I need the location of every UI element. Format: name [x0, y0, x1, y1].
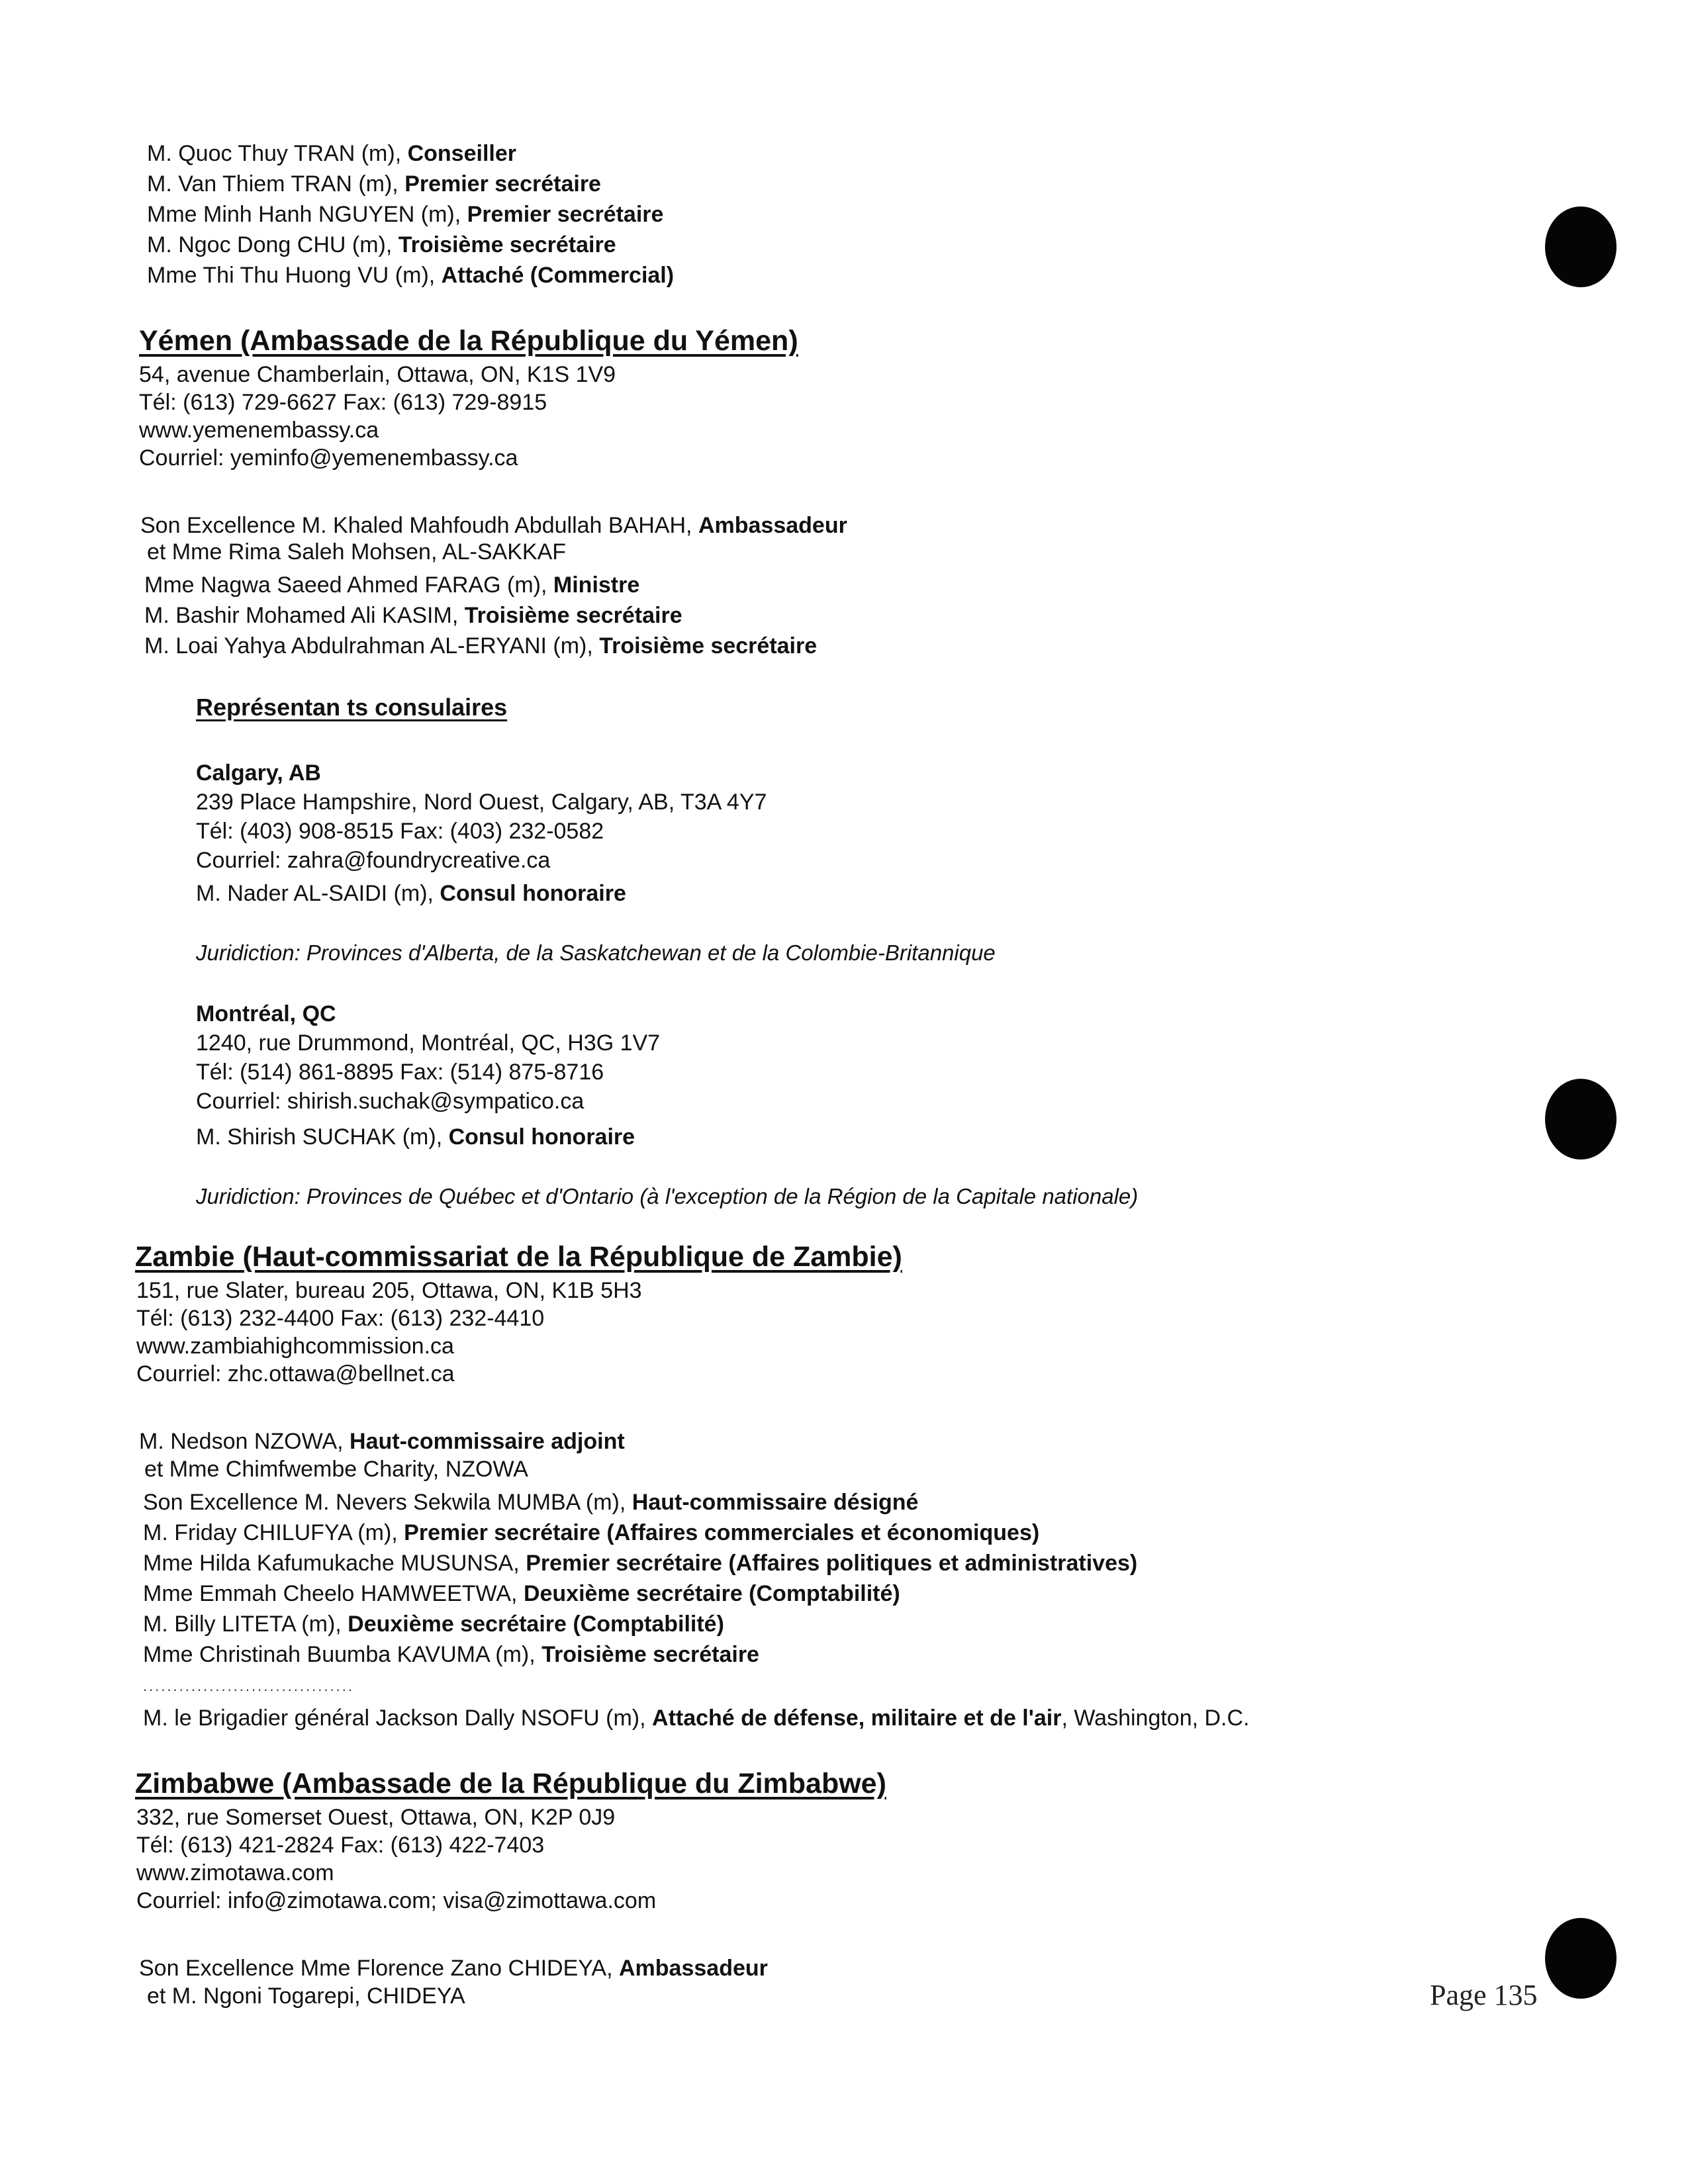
staff-line: Son Excellence M. Khaled Mahfoudh Abdullah BAHAH, Ambassadeur [140, 513, 847, 538]
website: www.zimotawa.com [136, 1860, 334, 1886]
consulate-email: Courriel: shirish.suchak@sympatico.ca [196, 1089, 585, 1114]
email: Courriel: info@zimotawa.com; visa@zimottawa.com [136, 1888, 657, 1913]
consulate-city: Montréal, QC [196, 1001, 336, 1026]
consulate-contact: M. Nader AL-SAIDI (m), Consul honoraire [196, 881, 626, 906]
punch-hole [1545, 1079, 1617, 1160]
staff-line: M. Quoc Thuy TRAN (m), Conseiller [147, 141, 516, 166]
consulate-address: 1240, rue Drummond, Montréal, QC, H3G 1V7 [196, 1030, 661, 1056]
staff-line: Son Excellence Mme Florence Zano CHIDEYA, Ambassadeur [139, 1956, 768, 1981]
staff-line: M. Billy LITETA (m), Deuxième secrétaire (Comptabilité) [143, 1612, 724, 1637]
country-heading-zambia: Zambie (Haut-commissariat de la République de Zambie) [135, 1241, 902, 1273]
staff-line: Mme Nagwa Saeed Ahmed FARAG (m), Ministre [144, 572, 640, 598]
spouse-line: et Mme Chimfwembe Charity, NZOWA [144, 1457, 528, 1482]
address: 151, rue Slater, bureau 205, Ottawa, ON, K1B 5H3 [136, 1278, 642, 1303]
phone-fax: Tél: (613) 729-6627 Fax: (613) 729-8915 [139, 390, 547, 415]
address: 332, rue Somerset Ouest, Ottawa, ON, K2P 0J9 [136, 1805, 616, 1830]
staff-line: M. Friday CHILUFYA (m), Premier secrétaire (Affaires commerciales et économiques) [143, 1520, 1040, 1545]
staff-line: Son Excellence M. Nevers Sekwila MUMBA (m), Haut-commissaire désigné [143, 1490, 919, 1515]
staff-line: M. Loai Yahya Abdulrahman AL-ERYANI (m), Troisième secrétaire [144, 633, 818, 659]
consulate-phone: Tél: (403) 908-8515 Fax: (403) 232-0582 [196, 819, 604, 844]
staff-line: M. Nedson NZOWA, Haut-commissaire adjoint [139, 1429, 625, 1454]
staff-line: Mme Christinah Buumba KAVUMA (m), Troisième secrétaire [143, 1642, 759, 1667]
phone-fax: Tél: (613) 232-4400 Fax: (613) 232-4410 [136, 1306, 545, 1331]
consulate-address: 239 Place Hampshire, Nord Ouest, Calgary, AB, T3A 4Y7 [196, 790, 767, 815]
email: Courriel: zhc.ottawa@bellnet.ca [136, 1361, 455, 1387]
consulate-contact: M. Shirish SUCHAK (m), Consul honoraire [196, 1124, 635, 1150]
phone-fax: Tél: (613) 421-2824 Fax: (613) 422-7403 [136, 1833, 545, 1858]
punch-hole [1545, 1918, 1617, 1999]
staff-line: Mme Emmah Cheelo HAMWEETWA, Deuxième secrétaire (Comptabilité) [143, 1581, 900, 1606]
staff-line: M. Van Thiem TRAN (m), Premier secrétaire [147, 171, 601, 197]
staff-line: Mme Thi Thu Huong VU (m), Attaché (Commercial) [147, 263, 675, 288]
email: Courriel: yeminfo@yemenembassy.ca [139, 445, 518, 471]
consulate-city: Calgary, AB [196, 760, 321, 786]
spouse-line: et Mme Rima Saleh Mohsen, AL-SAKKAF [147, 539, 567, 565]
staff-line: M. Ngoc Dong CHU (m), Troisième secrétaire [147, 232, 616, 257]
address: 54, avenue Chamberlain, Ottawa, ON, K1S 1V9 [139, 362, 616, 387]
attache-line: M. le Brigadier général Jackson Dally NSOFU (m), Attaché de défense, militaire et de l'air, Washington, D.C. [143, 1706, 1250, 1731]
jurisdiction: Juridiction: Provinces d'Alberta, de la Saskatchewan et de la Colombie-Britannique [196, 940, 996, 965]
country-heading-zimbabwe: Zimbabwe (Ambassade de la République du Zimbabwe) [135, 1768, 886, 1799]
consular-heading: Représentan ts consulaires [196, 694, 508, 721]
jurisdiction: Juridiction: Provinces de Québec et d'Ontario (à l'exception de la Région de la Capitale nationale) [196, 1184, 1139, 1208]
country-heading-yemen: Yémen (Ambassade de la République du Yémen) [139, 325, 798, 357]
page-number: Page 135 [1430, 1979, 1538, 2011]
website: www.yemenembassy.ca [139, 418, 379, 443]
staff-line: M. Bashir Mohamed Ali KASIM, Troisième secrétaire [144, 603, 682, 628]
spouse-line: et M. Ngoni Togarepi, CHIDEYA [147, 1983, 465, 2009]
staff-line: Mme Minh Hanh NGUYEN (m), Premier secrétaire [147, 202, 664, 227]
punch-hole [1545, 206, 1617, 287]
consulate-phone: Tél: (514) 861-8895 Fax: (514) 875-8716 [196, 1060, 604, 1085]
website: www.zambiahighcommission.ca [136, 1334, 454, 1359]
staff-line: Mme Hilda Kafumukache MUSUNSA, Premier secrétaire (Affaires politiques et administratives) [143, 1551, 1138, 1576]
consulate-email: Courriel: zahra@foundrycreative.ca [196, 848, 551, 873]
separator-dots: ................................... [143, 1678, 354, 1694]
